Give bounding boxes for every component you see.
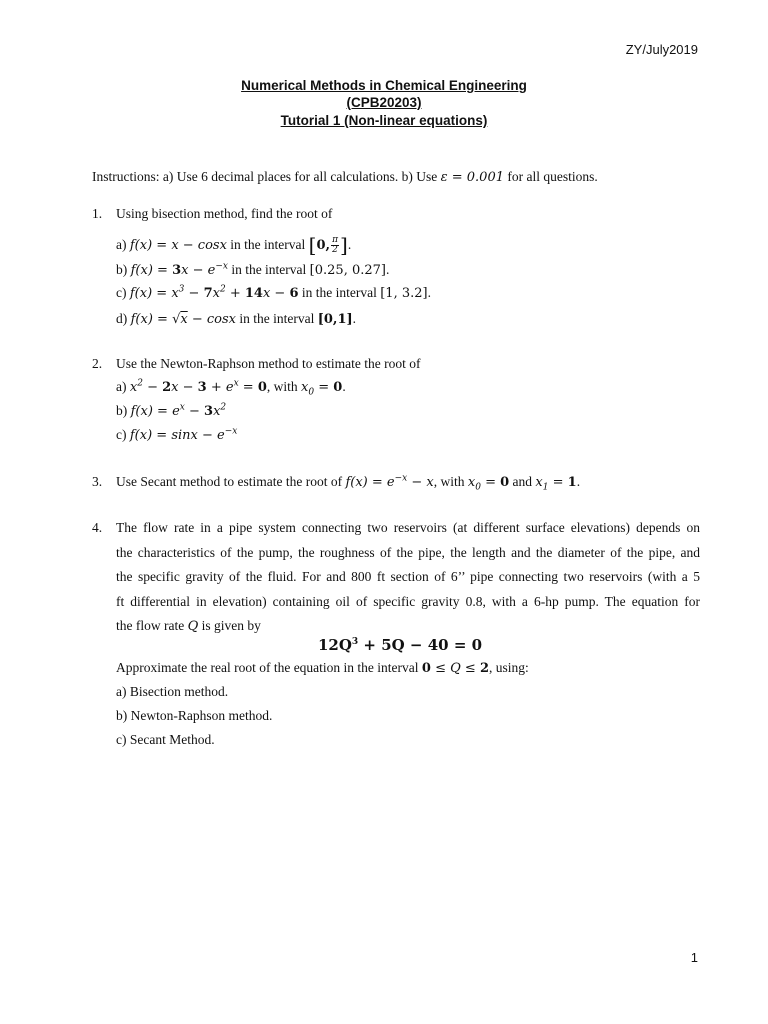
q2a-equation: $x^2 - 2x - 3 + e^x = 0$: [129, 378, 267, 395]
q2-part-b: [116, 403, 226, 419]
q4-line: ft differential in elevation) containing oil of specific gravity 0.8, with a 6-hp pump. The equation for: [116, 593, 700, 609]
part-text: in the interval: [226, 237, 309, 252]
part-label: a): [116, 237, 130, 252]
q1-part-a: [116, 233, 351, 257]
part-end: .: [427, 285, 431, 300]
document-tag: ZY/July2019: [625, 42, 698, 57]
part-end: .: [347, 237, 352, 252]
q3-lead: Use Secant method to estimate the root of: [116, 474, 346, 489]
q4-line: the specific gravity of the fluid. For and 800 ft section of 6’’ pipe connecting two reservoirs (with a 5: [116, 569, 700, 584]
q1-number: 1.: [92, 206, 103, 221]
part-label: d): [116, 311, 131, 326]
tutorial-title: Tutorial 1 (Non-linear equations): [280, 113, 488, 128]
q2b-function: $f(x) = e^x - 3x^2$: [130, 402, 227, 419]
part-text: in the interval: [227, 262, 310, 277]
q4-line: The flow rate in a pipe system connecting two reservoirs (at different surface elevations) depends on: [116, 520, 700, 535]
q4-approx: [116, 660, 529, 676]
part-text: , with: [266, 379, 302, 394]
q4-equation: $12Q^3 + 5Q - 40 = 0$: [317, 636, 483, 654]
part-text: in the interval: [236, 311, 318, 326]
q3-text: [116, 473, 581, 493]
q2-part-c: [116, 427, 237, 443]
q1b-interval: [0.25, 0.27]: [309, 263, 386, 278]
part-label: b): [116, 403, 131, 418]
q2a-initial: $x_0 = 0$: [301, 380, 343, 398]
course-code: (CPB20203): [346, 95, 422, 110]
instructions: [92, 169, 598, 185]
q3-number: 3.: [92, 474, 103, 489]
q3-x0: $x_0 = 0$: [467, 475, 510, 493]
q4-method-b: b) Newton-Raphson method.: [116, 708, 273, 723]
epsilon-expression: ε = 0.001: [440, 170, 504, 185]
q4-last-trail: is given by: [198, 618, 261, 633]
q4-method-a: a) Bisection method.: [116, 684, 229, 699]
q4-variable: Q: [187, 619, 199, 634]
part-label: c): [116, 427, 130, 442]
part-label: c): [116, 285, 130, 300]
q2c-function: $f(x) = \sin x - e^{-x}$: [129, 426, 238, 443]
q3-x1: $x_1 = 1$: [535, 475, 577, 493]
part-label: b): [116, 262, 131, 277]
pi-over-two-fraction: $\frac{\pi}{2}$: [332, 235, 338, 255]
course-title: Numerical Methods in Chemical Engineering: [241, 78, 527, 93]
q1a-interval: [0, $\frac{\pi}{2}$ ]: [308, 233, 348, 257]
q4-paragraph: [116, 516, 700, 640]
q2-stem: Use the Newton-Raphson method to estimate the root of: [116, 356, 421, 371]
q1-part-b: [116, 262, 389, 278]
q3-function: $f(x) = e^{-x} - x$: [345, 473, 434, 490]
q3-end: .: [576, 474, 581, 489]
page-number: 1: [690, 950, 698, 965]
q1-part-d: [116, 311, 356, 327]
q3-and: and: [509, 474, 536, 489]
q4-method-c: c) Secant Method.: [116, 732, 215, 747]
q2-number: 2.: [92, 356, 103, 371]
part-label: a): [116, 379, 130, 394]
q1d-interval: [0,1]: [317, 312, 353, 327]
q1b-function: $f(x) = 3x - e^{-x}$: [130, 261, 228, 278]
q1-stem: Using bisection method, find the root of: [116, 206, 333, 221]
q4-approx-lead: Approximate the real root of the equation in the interval: [116, 660, 422, 675]
instructions-trail: for all questions.: [504, 169, 598, 184]
q1d-function: f(x) = √x − cosx: [130, 312, 236, 327]
q1c-function: $f(x) = x^3 - 7x^2 + 14x - 6$: [129, 284, 299, 301]
q4-last-lead: the flow rate: [116, 618, 188, 633]
q2-part-a: [116, 378, 346, 398]
q1c-interval: [1, 3.2]: [380, 286, 428, 301]
part-end: .: [352, 311, 357, 326]
part-text: in the interval: [298, 285, 381, 300]
q4-approx-trail: , using:: [488, 660, 529, 675]
instructions-lead: Instructions: a) Use 6 decimal places for all calculations. b) Use: [92, 169, 441, 184]
q4-number: 4.: [92, 520, 103, 535]
q3-mid: , with: [433, 474, 468, 489]
part-end: .: [342, 379, 346, 394]
q1-part-c: [116, 285, 431, 301]
part-end: .: [385, 262, 390, 277]
q1a-function: f(x) = x − cosx: [129, 238, 227, 253]
q4-line: the characteristics of the pump, the roughness of the pipe, the length and the diameter of the pipe, and: [116, 544, 700, 560]
q4-approx-interval: 0 ≤ Q ≤ 2: [421, 661, 489, 676]
